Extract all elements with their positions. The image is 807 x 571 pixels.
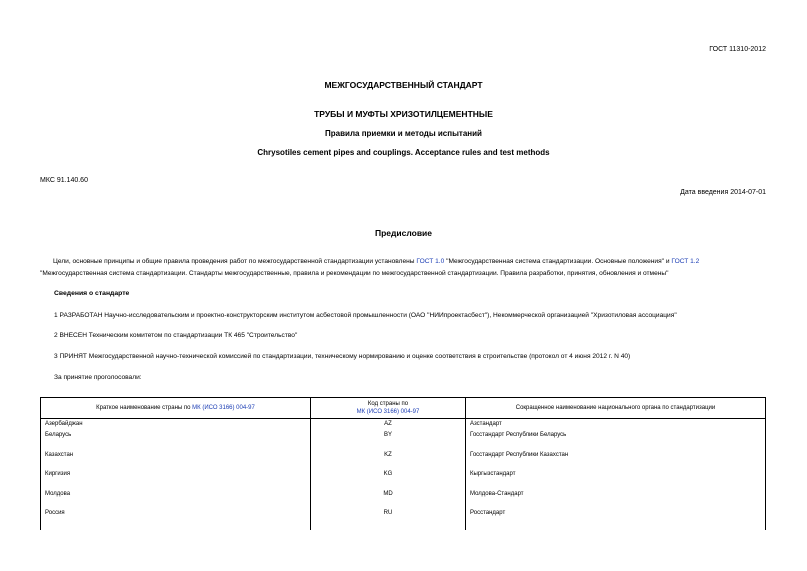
cell-country: Киргизия	[41, 471, 311, 491]
cell-body: Госстандарт Республики Беларусь	[466, 432, 766, 452]
cell-code: KZ	[311, 452, 466, 472]
header-country: Краткое наименование страны по МК (ИСО 3166) 004-97	[41, 398, 311, 419]
cell-body: Азстандарт	[466, 419, 766, 433]
cell-country: Казахстан	[41, 452, 311, 472]
header-body: Сокращенное наименование национального органа по стандартизации	[466, 398, 766, 419]
document-subtitle: Правила приемки и методы испытаний	[325, 129, 482, 138]
cell-country: Беларусь	[41, 432, 311, 452]
cell-code: KG	[311, 471, 466, 491]
mk-iso-link-2[interactable]: МК (ИСО 3166) 004-97	[356, 409, 420, 415]
table-row	[41, 491, 766, 511]
gost-1-2-link[interactable]: ГОСТ 1.2	[671, 258, 700, 265]
header-code: Код страны по МК (ИСО 3166) 004-97	[311, 398, 466, 419]
cell-body: Кыргызстандарт	[466, 471, 766, 491]
item-voted: За принятие проголосовали:	[54, 374, 142, 381]
item-introduced: 2 ВНЕСЕН Техническим комитетом по стандартизации ТК 465 "Строительство"	[54, 332, 298, 339]
countries-table	[40, 397, 766, 530]
table-row	[41, 471, 766, 491]
intro-date: Дата введения 2014-07-01	[680, 189, 766, 196]
standard-type: МЕЖГОСУДАРСТВЕННЫЙ СТАНДАРТ	[324, 80, 483, 90]
mks-code: МКС 91.140.60	[40, 177, 88, 184]
cell-code: BY	[311, 432, 466, 452]
table-row	[41, 452, 766, 472]
foreword-heading: Предисловие	[374, 228, 433, 238]
table-row	[41, 510, 766, 530]
cell-body: Росстандарт	[466, 510, 766, 530]
item-adopted: 3 ПРИНЯТ Межгосударственной научно-технической комиссией по стандартизации, техническому нормированию и оценке соответствия в строительстве (протокол от 4 июня 2012 г. N 40)	[54, 353, 631, 360]
document-title-english: Chrysotiles cement pipes and couplings. Acceptance rules and test methods	[257, 148, 550, 157]
foreword-text-2: "Межгосударственная система стандартизации. Основные положения" и	[444, 258, 672, 265]
info-heading: Сведения о стандарте	[54, 290, 130, 297]
item-developed: 1 РАЗРАБОТАН Научно-исследовательским и проектно-конструкторским институтом асбестовой промышленности (ОАО "НИИпроектасбест"), Некоммерческой организацией "Хризотиловая ассоциация"	[54, 312, 677, 319]
table-row	[41, 419, 766, 433]
cell-code: MD	[311, 491, 466, 511]
cell-code: RU	[311, 510, 466, 530]
cell-body: Госстандарт Республики Казахстан	[466, 452, 766, 472]
document-title: ТРУБЫ И МУФТЫ ХРИЗОТИЛЦЕМЕНТНЫЕ	[314, 109, 493, 119]
table-header-row	[41, 398, 766, 419]
table-row	[41, 432, 766, 452]
foreword-paragraph	[40, 256, 770, 280]
cell-country: Азербайджан	[41, 419, 311, 433]
cell-body: Молдова-Стандарт	[466, 491, 766, 511]
cell-country: Молдова	[41, 491, 311, 511]
foreword-text-1: Цели, основные принципы и общие правила проведения работ по межгосударственной стандартизации установлены	[53, 258, 417, 265]
document-number: ГОСТ 11310-2012	[709, 46, 766, 53]
cell-country: Россия	[41, 510, 311, 530]
gost-1-0-link[interactable]: ГОСТ 1.0	[416, 258, 445, 265]
foreword-text-3: "Межгосударственная система стандартизации. Стандарты межгосударственные, правила и рекомендации по межгосударственной стандартизации. Правила разработки, принятия, обновления и отмены"	[40, 270, 669, 277]
cell-code: AZ	[311, 419, 466, 433]
mk-iso-link-1[interactable]: МК (ИСО 3166) 004-97	[192, 405, 255, 411]
